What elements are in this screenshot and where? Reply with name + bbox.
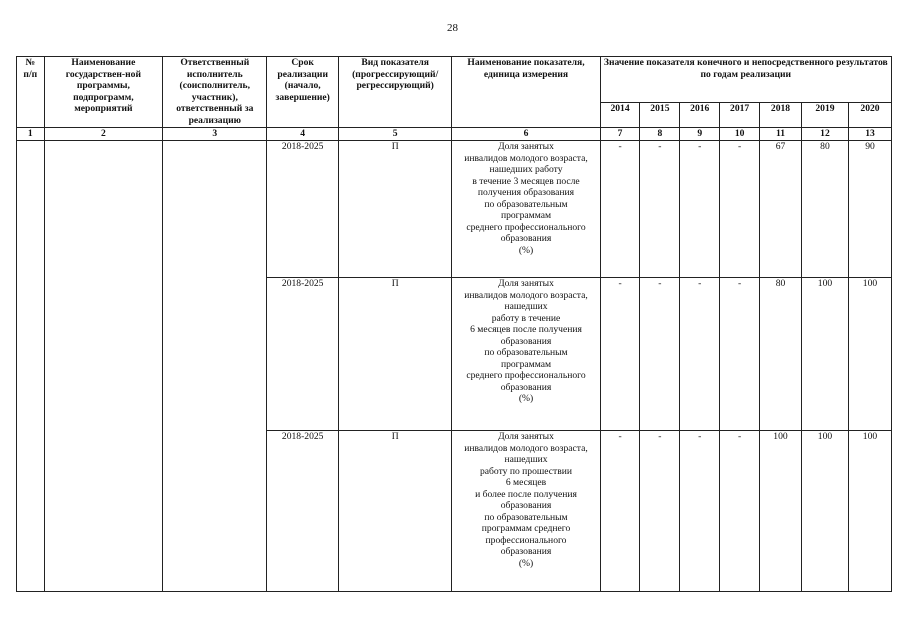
column-number: 10 xyxy=(720,128,760,141)
column-number: 2 xyxy=(44,128,163,141)
cell-value-2015: - xyxy=(640,278,680,431)
column-number: 11 xyxy=(760,128,802,141)
cell-value-2014: - xyxy=(600,431,640,592)
header-year-2015: 2015 xyxy=(640,103,680,128)
column-number: 3 xyxy=(163,128,267,141)
cell-value-2017: - xyxy=(720,278,760,431)
cell-value-2018: 100 xyxy=(760,431,802,592)
cell-type: П xyxy=(338,431,451,592)
header-col-name: Наименование государствен-ной программы, подпрограмм, мероприятий xyxy=(44,57,163,128)
cell-value-2014: - xyxy=(600,278,640,431)
cell-period: 2018-2025 xyxy=(267,431,339,592)
cell-value-2018: 67 xyxy=(760,141,802,278)
cell-type: П xyxy=(338,278,451,431)
column-number: 7 xyxy=(600,128,640,141)
header-col-executor: Ответственный исполнитель (соисполнитель, участник), ответственный за реализацию xyxy=(163,57,267,128)
cell-value-2019: 100 xyxy=(801,431,848,592)
cell-value-2017: - xyxy=(720,431,760,592)
cell-value-2017: - xyxy=(720,141,760,278)
column-number: 4 xyxy=(267,128,339,141)
cell-value-2014: - xyxy=(600,141,640,278)
cell-value-2015: - xyxy=(640,431,680,592)
cell-executor xyxy=(163,141,267,592)
column-number: 13 xyxy=(848,128,891,141)
cell-program-name xyxy=(44,141,163,592)
header-col-period: Срок реализации (начало, завершение) xyxy=(267,57,339,128)
cell-indicator: Доля занятых инвалидов молодого возраста, нашедших работу в течение 6 месяцев после получения образования по образовательным программам среднего профессионального образования (%) xyxy=(452,278,600,431)
header-year-2020: 2020 xyxy=(848,103,891,128)
cell-value-2020: 90 xyxy=(848,141,891,278)
column-number: 5 xyxy=(338,128,451,141)
header-year-2016: 2016 xyxy=(680,103,720,128)
cell-period: 2018-2025 xyxy=(267,278,339,431)
cell-indicator: Доля занятых инвалидов молодого возраста, нашедших работу в течение 3 месяцев после получения образования по образовательным программам среднего профессионального образования (%) xyxy=(452,141,600,278)
table-row xyxy=(17,141,892,278)
column-number: 6 xyxy=(452,128,600,141)
header-year-2014: 2014 xyxy=(600,103,640,128)
column-number: 8 xyxy=(640,128,680,141)
header-col-values-group: Значение показателя конечного и непосредственного результатов по годам реализации xyxy=(600,57,891,103)
cell-indicator: Доля занятых инвалидов молодого возраста, нашедших работу по прошествии 6 месяцев и более после получения образования по образовательным программам среднего профессионального образования (%) xyxy=(452,431,600,592)
cell-value-2016: - xyxy=(680,141,720,278)
cell-type: П xyxy=(338,141,451,278)
column-number: 12 xyxy=(801,128,848,141)
cell-value-2019: 100 xyxy=(801,278,848,431)
cell-period: 2018-2025 xyxy=(267,141,339,278)
header-col-no: № п/п xyxy=(17,57,45,128)
cell-no xyxy=(17,141,45,592)
cell-value-2018: 80 xyxy=(760,278,802,431)
column-number: 9 xyxy=(680,128,720,141)
header-year-2019: 2019 xyxy=(801,103,848,128)
cell-value-2020: 100 xyxy=(848,278,891,431)
header-col-indicator: Наименование показателя, единица измерения xyxy=(452,57,600,128)
header-year-2017: 2017 xyxy=(720,103,760,128)
page-number: 28 xyxy=(447,22,458,34)
cell-value-2015: - xyxy=(640,141,680,278)
cell-value-2020: 100 xyxy=(848,431,891,592)
header-col-type: Вид показателя (прогрессирующий/ регрессирующий) xyxy=(338,57,451,128)
cell-value-2019: 80 xyxy=(801,141,848,278)
column-number: 1 xyxy=(17,128,45,141)
header-year-2018: 2018 xyxy=(760,103,802,128)
cell-value-2016: - xyxy=(680,278,720,431)
cell-value-2016: - xyxy=(680,431,720,592)
indicators-table xyxy=(16,56,892,592)
